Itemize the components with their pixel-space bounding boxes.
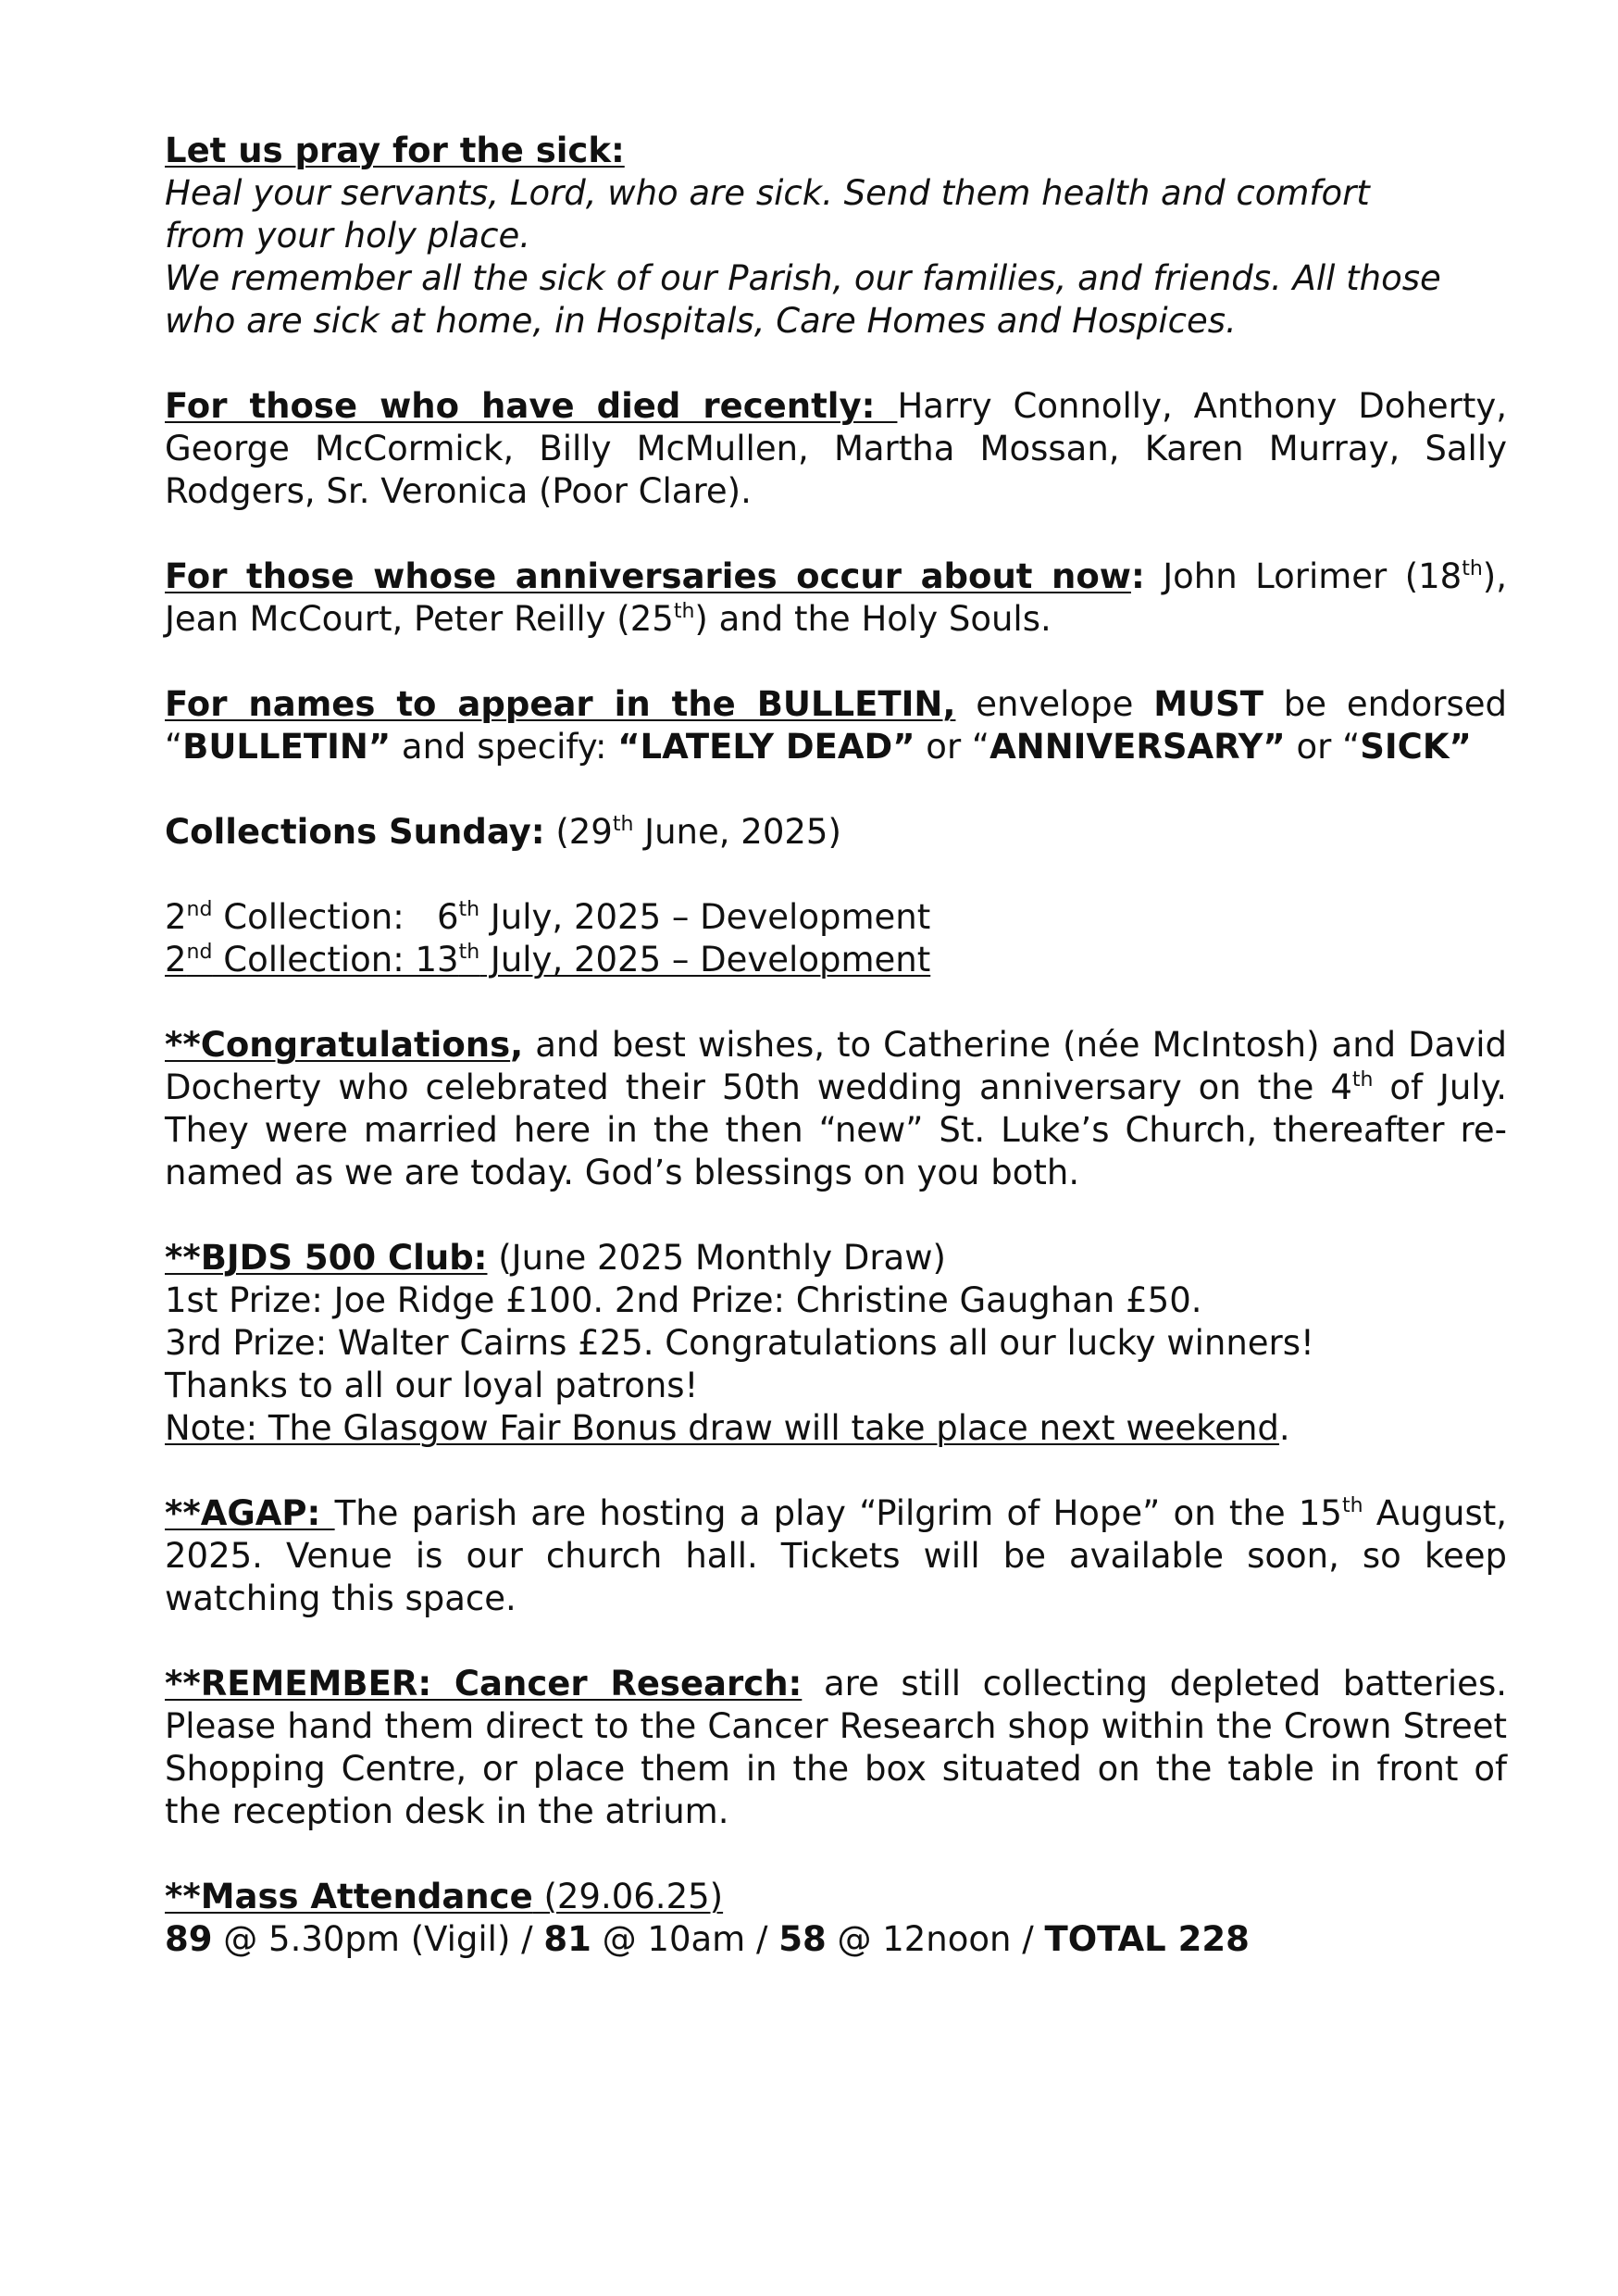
mass-attendance-counts: 89 @ 5.30pm (Vigil) / 81 @ 10am / 58 @ 12noon / TOTAL 228 [165, 1919, 1250, 1959]
mass-attendance-heading: **Mass Attendance [165, 1877, 533, 1916]
ten-am-count: 81 [543, 1919, 591, 1959]
collections-date: (29 [544, 812, 613, 852]
died-recently-section [165, 385, 1507, 513]
bulletin-keyword: ANNIVERSARY” [989, 727, 1286, 767]
agap-text: The parish are hosting a play “Pilgrim of Hope” on the 15 [334, 1493, 1342, 1533]
bulletin-text: and specify: [391, 727, 618, 767]
bulletin-keyword: “LATELY DEAD” [617, 727, 915, 767]
club-prizes-line-1: 1st Prize: Joe Ridge £100. 2nd Prize: Christine Gaughan £50. [165, 1280, 1202, 1320]
anniversaries-colon: : [1131, 556, 1145, 596]
club-heading: **BJDS 500 Club: [165, 1238, 488, 1278]
agap-sup: th [1341, 1494, 1363, 1517]
bulletin-must: MUST [1153, 684, 1263, 724]
anniversaries-sup-1: th [1462, 557, 1483, 580]
congratulations-heading: **Congratulations [165, 1025, 511, 1065]
congratulations-text: of July. They were married here in the then “new” St. Luke’s Church, thereafter re-named as we are today. God’s blessings on you both. [165, 1067, 1507, 1192]
anniversaries-text-2: ), Jean McCourt, Peter Reilly (25 [165, 556, 1507, 639]
mass-attendance-section [165, 1876, 1507, 1961]
bulletin-text: be endorsed “ [165, 684, 1507, 767]
collections-date: June, 2025) [633, 812, 841, 852]
agap-text: August, 2025. Venue is our church hall. Tickets will be available soon, so keep watching this space. [165, 1493, 1507, 1618]
collections-date-sup: th [612, 813, 634, 836]
anniversaries-text-1: John Lorimer (18 [1144, 556, 1462, 596]
mass-attendance-date: (29.06.25) [532, 1877, 724, 1916]
club-500-section [165, 1237, 1507, 1450]
congratulations-text: and best wishes, to Catherine (née McIntosh) and David Docherty who celebrated their 50th wedding anniversary on the 4 [165, 1025, 1507, 1107]
bulletin-text: or “ [1285, 727, 1361, 767]
bulletin-page [165, 130, 1507, 1961]
sick-prayer-line-2: from your holy place. [165, 216, 530, 256]
anniversaries-sup-2: th [673, 600, 695, 623]
anniversaries-text-3: ) and the Holy Souls. [694, 599, 1052, 639]
congratulations-comma: , [510, 1025, 524, 1065]
died-names: Harry Connolly, Anthony Doherty, George McCormick, Billy McMullen, Martha Mossan, Karen Murray, Sally Rodgers, Sr. Veronica (Poor Clare). [165, 386, 1507, 511]
noon-count: 58 [778, 1919, 827, 1959]
agap-section [165, 1492, 1507, 1620]
collections-heading: Collections Sunday: [165, 812, 545, 852]
sick-prayer-line-3: We remember all the sick of our Parish, our families, and friends. All those who are sick at home, in Hospitals, Care Homes and Hospices. [165, 258, 1441, 341]
bulletin-text: envelope [955, 684, 1154, 724]
vigil-count: 89 [165, 1919, 213, 1959]
sick-heading: Let us pray for the sick: [165, 131, 625, 170]
cancer-research-section [165, 1663, 1507, 1833]
bulletin-keyword: SICK” [1360, 727, 1472, 767]
club-note: Note: The Glasgow Fair Bonus draw will take place next weekend [165, 1408, 1279, 1448]
anniversaries-section [165, 555, 1507, 641]
collection-row-2: 2nd Collection: 13th July, 2025 – Development [165, 940, 931, 980]
club-thanks: Thanks to all our loyal patrons! [165, 1366, 699, 1405]
club-prizes-line-2: 3rd Prize: Walter Cairns £25. Congratulations all our lucky winners! [165, 1323, 1314, 1363]
bulletin-heading: For names to appear in the BULLETIN, [165, 684, 956, 724]
bulletin-names-section [165, 683, 1507, 768]
cancer-research-heading: **REMEMBER: Cancer Research: [165, 1664, 803, 1703]
cancer-research-text: are still collecting depleted batteries. Please hand them direct to the Cancer Research shop within the Crown Street Shopping Centre, or place them in the box situated on the table in front of the reception desk in the atrium. [165, 1664, 1507, 1831]
total-count: TOTAL 228 [1044, 1919, 1250, 1959]
bulletin-keyword: BULLETIN” [182, 727, 392, 767]
sick-prayer-section [165, 130, 1507, 343]
congratulations-section [165, 1024, 1507, 1194]
agap-heading: **AGAP: [165, 1493, 335, 1533]
club-note-end: . [1278, 1408, 1290, 1448]
club-subtitle: (June 2025 Monthly Draw) [487, 1238, 946, 1278]
collections-section [165, 811, 1507, 981]
sick-prayer-line-1: Heal your servants, Lord, who are sick. Send them health and comfort [165, 173, 1370, 213]
anniversaries-heading: For those whose anniversaries occur about now [165, 556, 1131, 596]
bulletin-text: or “ [915, 727, 990, 767]
congratulations-sup: th [1351, 1068, 1374, 1092]
collection-row-1: 2nd Collection: 6th July, 2025 – Development [165, 897, 931, 937]
died-heading: For those who have died recently: [165, 386, 898, 426]
